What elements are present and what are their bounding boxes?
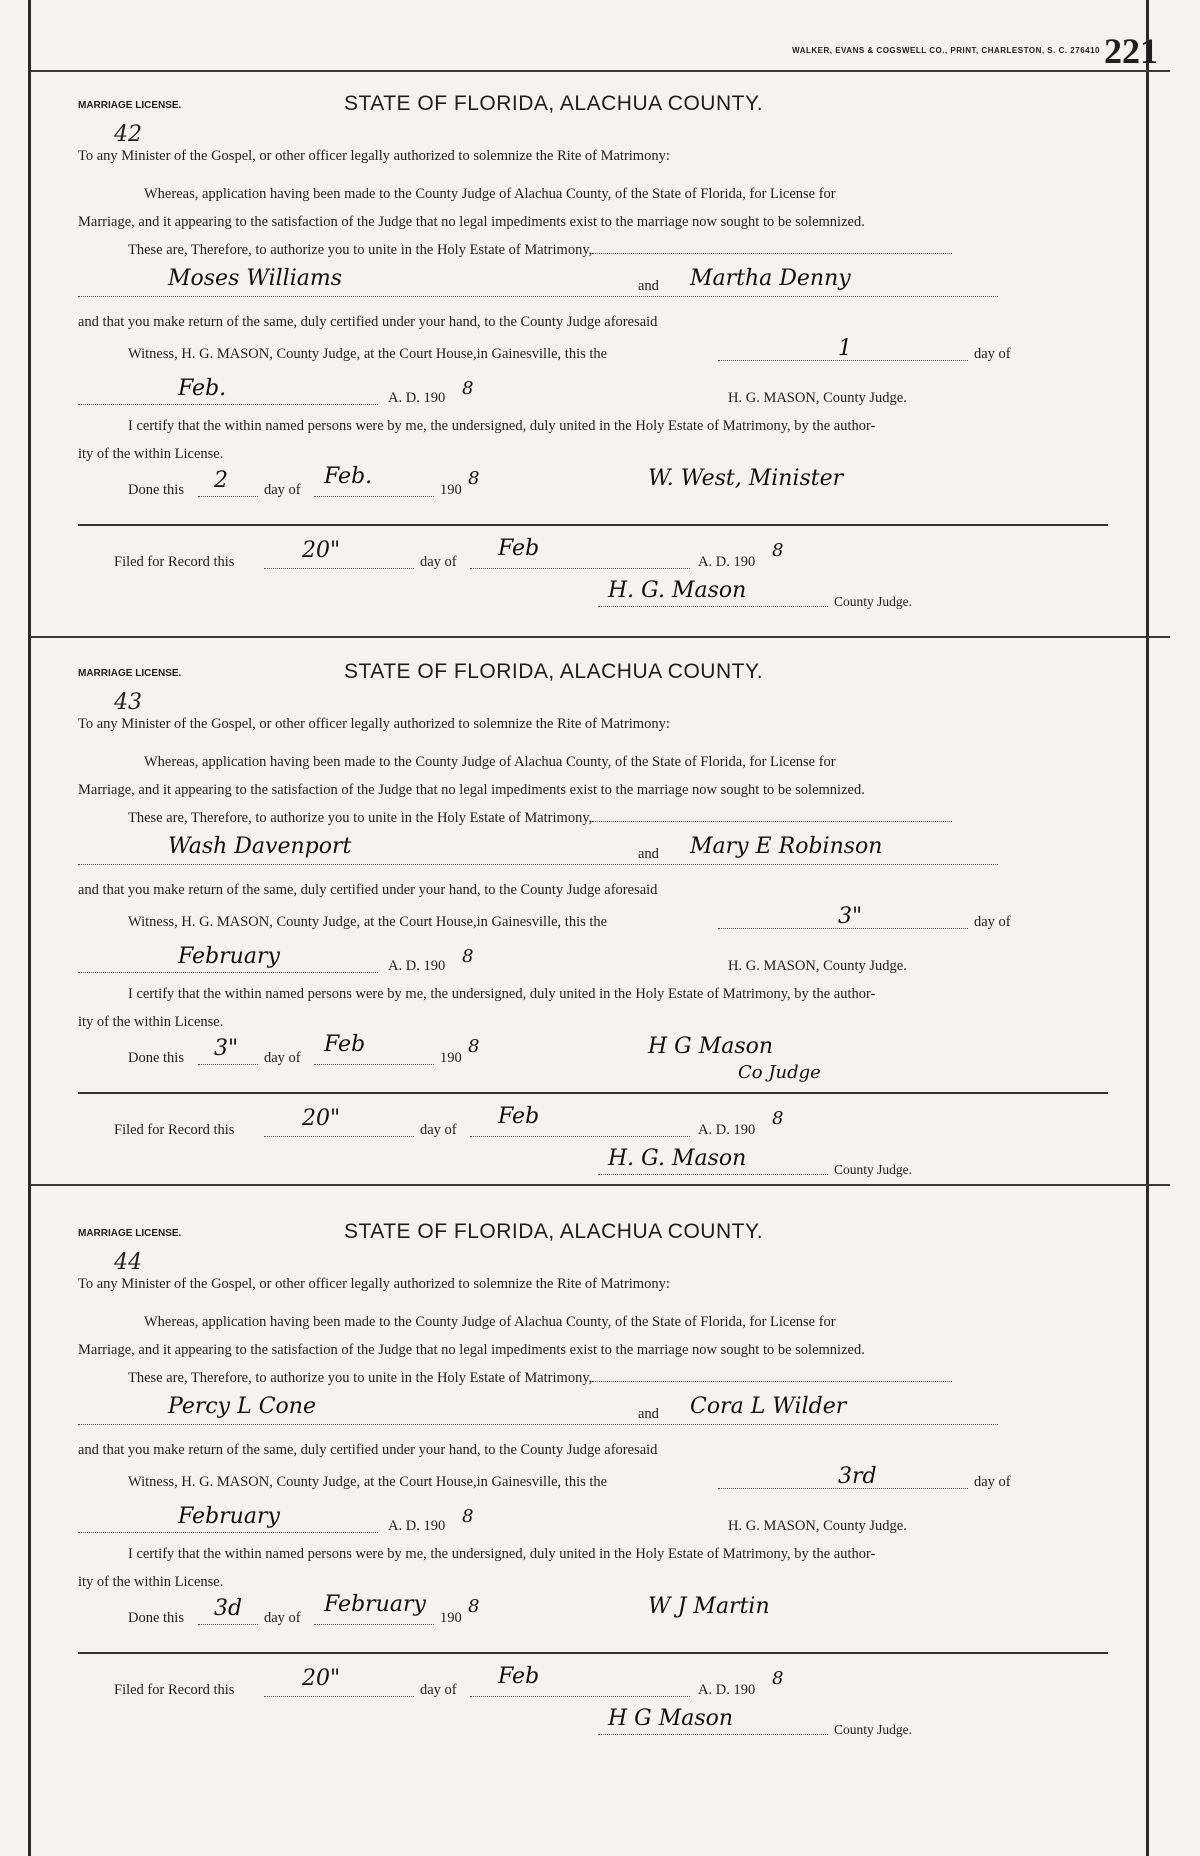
done-day-of: day of <box>264 1050 301 1066</box>
witness-text: Witness, H. G. MASON, County Judge, at the Court House,in Gainesville, this the <box>128 346 608 362</box>
done-month: Feb. <box>324 464 373 489</box>
filed-year: 8 <box>772 1108 784 1129</box>
witness-month: February <box>178 1504 280 1529</box>
page-number: 221 <box>1104 31 1158 71</box>
done-day: 2 <box>214 468 228 493</box>
judge-signature-line: H. G. MASON, County Judge. <box>728 1518 907 1534</box>
whereas-line-2: Marriage, and it appearing to the satisfaction of the Judge that no legal impediments exist to the marriage now sought to be solemnized. <box>78 1342 865 1358</box>
witness-month: February <box>178 944 280 969</box>
names-leader <box>78 296 998 297</box>
witness-line <box>78 904 1118 944</box>
license-record-1 <box>78 92 1118 660</box>
witness-date-line <box>78 376 1118 410</box>
names-line <box>78 834 1118 868</box>
to-line: To any Minister of the Gospel, or other officer legally authorized to solemnize the Rite of Matrimony: <box>78 148 670 164</box>
done-text: Done this <box>128 1050 184 1066</box>
filed-text: Filed for Record this <box>114 1122 235 1138</box>
month-leader <box>78 972 378 973</box>
done-day-of: day of <box>264 1610 301 1626</box>
month-leader <box>78 1532 378 1533</box>
filed-signature: H. G. Mason <box>608 578 747 603</box>
filed-signature: H G Mason <box>608 1706 734 1731</box>
filed-ad: A. D. 190 <box>698 1122 756 1138</box>
witness-date-line <box>78 944 1118 978</box>
officiant-title: Co Judge <box>738 1062 821 1083</box>
bride-name: Martha Denny <box>690 266 851 291</box>
to-line: To any Minister of the Gospel, or other officer legally authorized to solemnize the Rite of Matrimony: <box>78 716 670 732</box>
done-day: 3" <box>214 1036 239 1061</box>
witness-ad: A. D. 190 <box>388 390 446 406</box>
license-label: MARRIAGE LICENSE. <box>78 100 182 111</box>
these-text: These are, Therefore, to authorize you to unite in the Holy Estate of Matrimony, <box>128 242 593 258</box>
filed-year: 8 <box>772 1668 784 1689</box>
filed-ad: A. D. 190 <box>698 1682 756 1698</box>
whereas-line-2: Marriage, and it appearing to the satisfaction of the Judge that no legal impediments exist to the marriage now sought to be solemnized. <box>78 782 865 798</box>
signature-leader <box>598 1734 828 1735</box>
dotted-leader <box>592 253 952 254</box>
filed-month: Feb <box>498 1664 540 1689</box>
witness-day: 1 <box>838 336 852 361</box>
judge-signature-line: H. G. MASON, County Judge. <box>728 958 907 974</box>
filed-day-of: day of <box>420 1682 457 1698</box>
witness-year: 8 <box>462 946 474 967</box>
names-line <box>78 1394 1118 1428</box>
these-line <box>78 810 1118 827</box>
names-leader <box>78 1424 998 1425</box>
judge-signature-line: H. G. MASON, County Judge. <box>728 390 907 406</box>
done-month-leader <box>314 1624 434 1625</box>
witness-day-of: day of <box>974 346 1011 362</box>
done-day: 3d <box>214 1596 243 1621</box>
filed-month-leader <box>470 1136 690 1137</box>
officiant-signature: H G Mason <box>648 1034 774 1059</box>
filed-line <box>78 1104 1118 1144</box>
certify-line-2: ity of the within License. <box>78 446 224 462</box>
filed-signature-line <box>78 578 1118 612</box>
month-leader <box>78 404 378 405</box>
filed-text: Filed for Record this <box>114 554 235 570</box>
license-label: MARRIAGE LICENSE. <box>78 668 182 679</box>
groom-name: Wash Davenport <box>168 834 352 859</box>
return-line: and that you make return of the same, duly certified under your hand, to the County Judge aforesaid <box>78 882 658 898</box>
done-year: 8 <box>468 1596 480 1617</box>
filed-day-of: day of <box>420 1122 457 1138</box>
license-record-3 <box>78 1220 1118 1788</box>
county-judge-label: County Judge. <box>834 1162 913 1177</box>
license-title: STATE OF FLORIDA, ALACHUA COUNTY. <box>344 1220 764 1243</box>
witness-day: 3rd <box>838 1464 877 1489</box>
filed-month-leader <box>470 1696 690 1697</box>
done-day-of: day of <box>264 482 301 498</box>
and-text: and <box>638 1406 659 1422</box>
whereas-line-1: Whereas, application having been made to the County Judge of Alachua County, of the State of Florida, for License for <box>144 186 836 202</box>
record-rule <box>78 1092 1108 1094</box>
filed-day-leader <box>264 1136 414 1137</box>
done-line <box>78 1032 1118 1083</box>
witness-leader <box>718 1488 968 1489</box>
license-title: STATE OF FLORIDA, ALACHUA COUNTY. <box>344 92 764 115</box>
return-line: and that you make return of the same, duly certified under your hand, to the County Judge aforesaid <box>78 1442 658 1458</box>
done-month-leader <box>314 496 434 497</box>
witness-line <box>78 1464 1118 1504</box>
done-month: February <box>324 1592 426 1617</box>
license-label: MARRIAGE LICENSE. <box>78 1228 182 1239</box>
officiant-signature: W J Martin <box>648 1594 770 1619</box>
filed-month: Feb <box>498 1104 540 1129</box>
filed-signature-line <box>78 1706 1118 1740</box>
witness-month: Feb. <box>178 376 227 401</box>
certify-line-1: I certify that the within named persons were by me, the undersigned, duly united in the Holy Estate of Matrimony, by the author- <box>128 986 876 1002</box>
license-number: 42 <box>114 122 142 147</box>
witness-ad: A. D. 190 <box>388 958 446 974</box>
witness-text: Witness, H. G. MASON, County Judge, at the Court House,in Gainesville, this the <box>128 1474 608 1490</box>
these-text: These are, Therefore, to authorize you to unite in the Holy Estate of Matrimony, <box>128 810 593 826</box>
filed-text: Filed for Record this <box>114 1682 235 1698</box>
return-line: and that you make return of the same, duly certified under your hand, to the County Judge aforesaid <box>78 314 658 330</box>
done-year: 8 <box>468 468 480 489</box>
to-line: To any Minister of the Gospel, or other officer legally authorized to solemnize the Rite of Matrimony: <box>78 1276 670 1292</box>
done-day-leader <box>198 1064 258 1065</box>
witness-line <box>78 336 1118 376</box>
filed-day-leader <box>264 1696 414 1697</box>
done-day-leader <box>198 496 258 497</box>
signature-leader <box>598 1174 828 1175</box>
these-line <box>78 242 1118 259</box>
filed-line <box>78 536 1118 576</box>
done-line <box>78 1592 1118 1632</box>
filed-day: 20" <box>302 1106 341 1131</box>
groom-name: Moses Williams <box>168 266 343 291</box>
certify-line-2: ity of the within License. <box>78 1574 224 1590</box>
filed-day: 20" <box>302 1666 341 1691</box>
certify-line-1: I certify that the within named persons were by me, the undersigned, duly united in the Holy Estate of Matrimony, by the author- <box>128 418 876 434</box>
top-rule <box>30 70 1170 72</box>
license-record-2 <box>78 660 1118 1228</box>
certify-line-1: I certify that the within named persons were by me, the undersigned, duly united in the Holy Estate of Matrimony, by the author- <box>128 1546 876 1562</box>
bride-name: Mary E Robinson <box>690 834 883 859</box>
witness-ad: A. D. 190 <box>388 1518 446 1534</box>
done-year: 8 <box>468 1036 480 1057</box>
and-text: and <box>638 278 659 294</box>
filed-signature-line <box>78 1146 1118 1180</box>
county-judge-label: County Judge. <box>834 1722 913 1737</box>
certify-line-2: ity of the within License. <box>78 1014 224 1030</box>
license-number: 43 <box>114 690 142 715</box>
record-rule <box>78 524 1108 526</box>
and-text: and <box>638 846 659 862</box>
signature-leader <box>598 606 828 607</box>
license-number: 44 <box>114 1250 142 1275</box>
witness-year: 8 <box>462 1506 474 1527</box>
filed-day-leader <box>264 568 414 569</box>
witness-leader <box>718 360 968 361</box>
witness-day-of: day of <box>974 914 1011 930</box>
bride-name: Cora L Wilder <box>690 1394 847 1419</box>
filed-month: Feb <box>498 536 540 561</box>
record-rule <box>78 1652 1108 1654</box>
dotted-leader <box>592 1381 952 1382</box>
license-title: STATE OF FLORIDA, ALACHUA COUNTY. <box>344 660 764 683</box>
filed-month-leader <box>470 568 690 569</box>
names-leader <box>78 864 998 865</box>
witness-day: 3" <box>838 904 863 929</box>
done-month: Feb <box>324 1032 366 1057</box>
witness-day-of: day of <box>974 1474 1011 1490</box>
done-text: Done this <box>128 1610 184 1626</box>
filed-day: 20" <box>302 538 341 563</box>
names-line <box>78 266 1118 300</box>
whereas-line-2: Marriage, and it appearing to the satisfaction of the Judge that no legal impediments exist to the marriage now sought to be solemnized. <box>78 214 865 230</box>
filed-signature: H. G. Mason <box>608 1146 747 1171</box>
witness-leader <box>718 928 968 929</box>
done-day-leader <box>198 1624 258 1625</box>
groom-name: Percy L Cone <box>168 1394 316 1419</box>
these-line <box>78 1370 1118 1387</box>
right-margin-rule <box>1146 0 1149 1856</box>
whereas-line-1: Whereas, application having been made to the County Judge of Alachua County, of the State of Florida, for License for <box>144 754 836 770</box>
left-margin-rule <box>28 0 31 1856</box>
done-text: Done this <box>128 482 184 498</box>
filed-line <box>78 1664 1118 1704</box>
county-judge-label: County Judge. <box>834 594 913 609</box>
done-month-leader <box>314 1064 434 1065</box>
done-year-prefix: 190 <box>440 1610 462 1626</box>
done-line <box>78 464 1118 504</box>
officiant-signature: W. West, Minister <box>648 466 844 491</box>
filed-ad: A. D. 190 <box>698 554 756 570</box>
witness-text: Witness, H. G. MASON, County Judge, at the Court House,in Gainesville, this the <box>128 914 608 930</box>
witness-date-line <box>78 1504 1118 1538</box>
done-year-prefix: 190 <box>440 482 462 498</box>
filed-day-of: day of <box>420 554 457 570</box>
filed-year: 8 <box>772 540 784 561</box>
printer-imprint: WALKER, EVANS & COGSWELL CO., PRINT, CHARLESTON, S. C. 276410 <box>792 46 1100 55</box>
done-year-prefix: 190 <box>440 1050 462 1066</box>
these-text: These are, Therefore, to authorize you to unite in the Holy Estate of Matrimony, <box>128 1370 593 1386</box>
dotted-leader <box>592 821 952 822</box>
whereas-line-1: Whereas, application having been made to the County Judge of Alachua County, of the State of Florida, for License for <box>144 1314 836 1330</box>
witness-year: 8 <box>462 378 474 399</box>
